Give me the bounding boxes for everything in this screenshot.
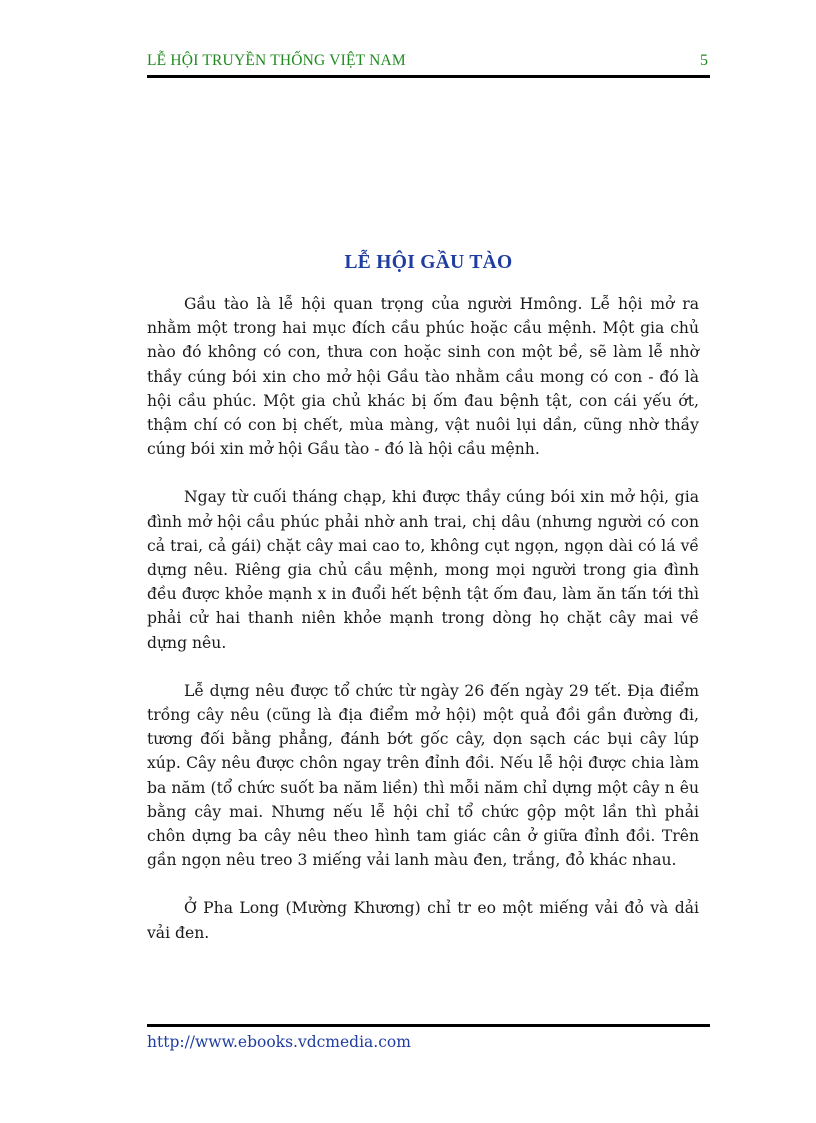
paragraph-4: Ở Pha Long (Mường Khương) chỉ tr eo một miếng vải đỏ và dải vải đen. [147, 899, 699, 942]
page-number: 5 [700, 52, 708, 69]
running-header [147, 52, 710, 76]
footer-link[interactable]: http://www.ebooks.vdcmedia.com [147, 1033, 411, 1051]
footer-divider [147, 1024, 710, 1027]
article-title: LỄ HỘI GẦU TÀO [344, 252, 513, 273]
header-divider [147, 75, 710, 78]
paragraph-1: Gầu tào là lễ hội quan trọng của người Hmông. Lễ hội mở ra nhằm một trong hai mục đích cầu phúc hoặc cầu mệnh. Một gia chủ nào đó không có con, thưa con hoặc sinh con một bề, sẽ làm lễ nhờ thầy cúng bói xin cho mở hội Gầu tào nhằm cầu mong có con - đó là hội cầu phúc. Một gia chủ khác bị ốm đau bệnh tật, con cái yếu ớt, thậm chí có con bị chết, mùa màng, vật nuôi lụi dần, cũng nhờ thầy cúng bói xin mở hội Gầu tào - đó là hội cầu mệnh. [147, 295, 699, 459]
article-body [147, 292, 699, 969]
paragraph-2: Ngay từ cuối tháng chạp, khi được thầy cúng bói xin mở hội, gia đình mở hội cầu phúc phải nhờ anh trai, chị dâu (nhưng người có con cả trai, cả gái) chặt cây mai cao to, không cụt ngọn, ngọn dài có lá về dựng nêu. Riêng gia chủ cầu mệnh, mong mọi người trong gia đình đều được khỏe mạnh x in đuổi hết bệnh tật ốm đau, làm ăn tấn tới thì phải cử hai thanh niên khỏe mạnh trong dòng họ chặt cây mai về dựng nêu. [147, 488, 699, 652]
running-header-title: LỄ HỘI TRUYỀN THỐNG VIỆT NAM [147, 52, 406, 69]
paragraph-3: Lễ dựng nêu được tổ chức từ ngày 26 đến ngày 29 tết. Địa điểm trồng cây nêu (cũng là địa điểm mở hội) một quả đồi gần đường đi, tương đối bằng phẳng, đánh bớt gốc cây, dọn sạch các bụi cây lúp xúp. Cây nêu được chôn ngay trên đỉnh đồi. Nếu lễ hội được chia làm ba năm (tổ chức suốt ba năm liền) thì mỗi năm chỉ dựng một cây n êu bằng cây mai. Nhưng nếu lễ hội chỉ tổ chức gộp một lần thì phải chôn dựng ba cây nêu theo hình tam giác cân ở giữa đỉnh đồi. Trên gần ngọn nêu treo 3 miếng vải lanh màu đen, trắng, đỏ khác nhau. [147, 681, 699, 870]
